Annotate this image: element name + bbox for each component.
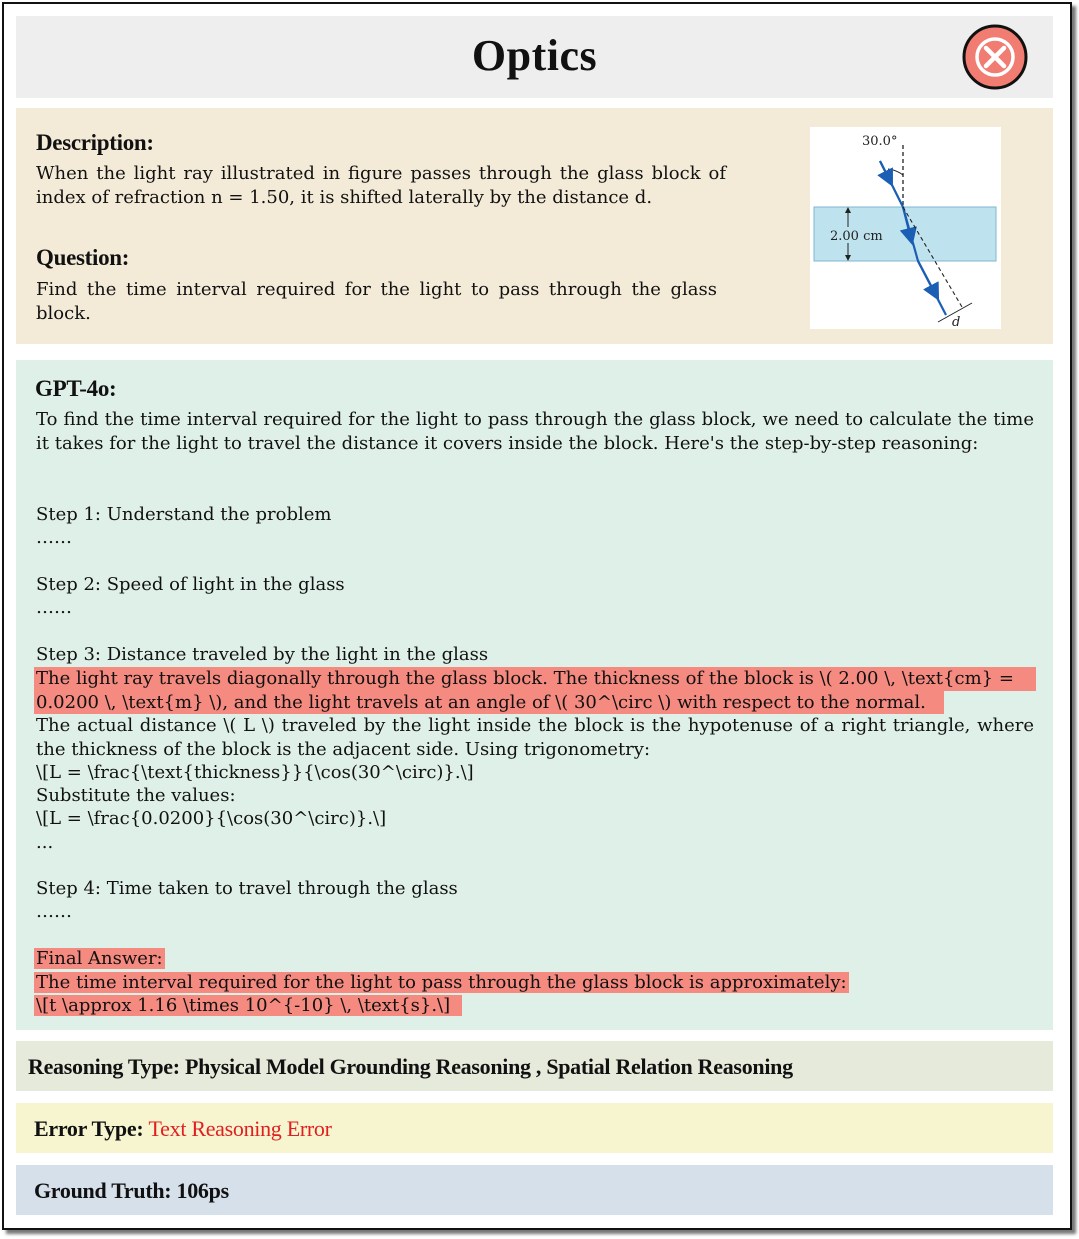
final-label: Final Answer: (36, 948, 163, 969)
final-formula: \[t \approx 1.16 \times 10^{-10} \, \text{s}.\] (34, 995, 462, 1016)
final-line: The time interval required for the light to pass through the glass block is approximately: (36, 971, 847, 993)
ground-truth-value: 106ps (176, 1178, 229, 1203)
formula-1: \[L = \frac{\text{thickness}}{\cos(30^\circ)}.\] (36, 762, 474, 783)
reasoning-type-label: Reasoning Type: (28, 1054, 180, 1079)
final-answer (34, 947, 1032, 1018)
step-4: Step 4: Time taken to travel through the glass (36, 878, 458, 899)
ellipsis: …… (36, 597, 72, 618)
error-type-value: Text Reasoning Error (148, 1116, 332, 1141)
highlight-line-2: 0.0200 \, \text{m} \), and the light travels at an angle of \( 30^\circ \) with respect to the normal. (34, 691, 944, 715)
glass-block-figure (810, 127, 1001, 329)
substitute-text: Substitute the values: (36, 785, 236, 806)
error-type-label: Error Type: (34, 1116, 144, 1141)
model-answer-panel (16, 360, 1053, 1030)
description-panel (16, 108, 1053, 344)
reasoning-type-bar (16, 1041, 1053, 1091)
highlight-line-1: The light ray travels diagonally through the glass block. The thickness of the block is \( 2.00 \, \text{cm} = (34, 667, 1036, 691)
step-3: Step 3: Distance traveled by the light in the glass (36, 644, 489, 665)
model-heading: GPT-4o: (35, 376, 117, 401)
header (16, 16, 1053, 98)
error-type-bar (16, 1103, 1053, 1153)
page-title: Optics (471, 31, 598, 80)
angle-label: 30.0° (862, 134, 898, 149)
reasoning-type-value: Physical Model Grounding Reasoning , Spatial Relation Reasoning (184, 1054, 793, 1079)
question-heading: Question: (36, 245, 130, 270)
shift-label: d (952, 315, 961, 329)
ground-truth-label: Ground Truth: (34, 1178, 172, 1203)
description-heading: Description: (36, 130, 154, 155)
description-text: When the light ray illustrated in figure passes through the glass block of index of refraction n = 1.50, it is shifted laterally by the distance d. (36, 163, 726, 208)
formula-2: \[L = \frac{0.0200}{\cos(30^\circ)}.\] (36, 808, 387, 829)
thickness-label: 2.00 cm (830, 229, 883, 244)
ground-truth-bar (16, 1165, 1053, 1215)
step-1: Step 1: Understand the problem (36, 504, 332, 525)
x-circle-icon (962, 24, 1028, 90)
step-2: Step 2: Speed of light in the glass (36, 574, 345, 595)
ellipsis: ... (36, 832, 54, 853)
ellipsis: …… (36, 901, 72, 922)
question-text: Find the time interval required for the light to pass through the glass block. (36, 279, 717, 324)
highlighted-error (34, 667, 1036, 714)
step-3-text: The actual distance \( L \) traveled by the light inside the block is the hypotenuse of a right triangle, where the thickness of the block is the adjacent side. Using trigonometry: (36, 715, 1034, 760)
answer-intro: To find the time interval required for the light to pass through the glass block, we need to calculate the time it takes for the light to travel the distance it covers inside the block. Here's the step-by-step reasoning: (36, 409, 1034, 454)
ellipsis: …… (36, 527, 72, 548)
